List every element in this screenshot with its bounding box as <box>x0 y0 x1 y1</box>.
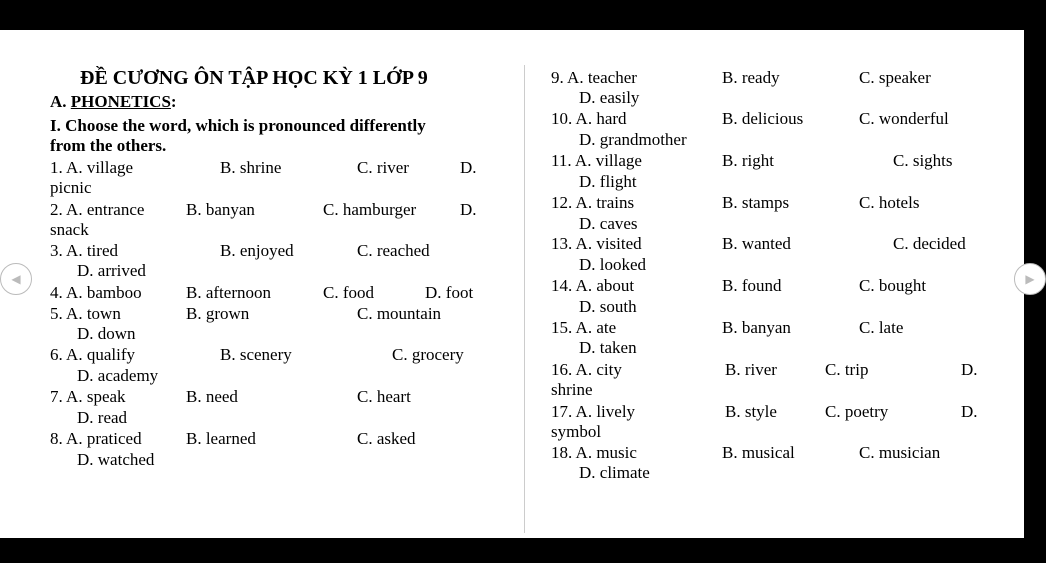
q2-option-d-word: snack <box>50 220 89 239</box>
q17-option-d: D. <box>961 402 978 421</box>
q7-option-a: 7. A. speak <box>50 387 126 406</box>
q1-option-d-word: picnic <box>50 178 92 197</box>
next-page-button[interactable] <box>1014 263 1046 295</box>
q12-option-a: 12. A. trains <box>551 193 635 212</box>
q14-option-d: D. south <box>579 297 637 316</box>
q15-option-a: 15. A. ate <box>551 318 617 337</box>
q18-option-d: D. climate <box>579 463 650 482</box>
q16-option-d-word: shrine <box>551 380 593 399</box>
q3-option-d: D. arrived <box>77 261 146 280</box>
q4-option-d: D. foot <box>425 283 474 302</box>
q1-option-c: C. river <box>357 158 409 177</box>
q9-option-b: B. ready <box>722 68 780 87</box>
q8-option-c: C. asked <box>357 429 416 448</box>
q3-option-a: 3. A. tired <box>50 241 118 260</box>
instruction-line-1: I. Choose the word, which is pronounced differently <box>50 116 426 135</box>
q10-option-d: D. grandmother <box>579 130 687 149</box>
q2-option-b: B. banyan <box>186 200 255 219</box>
q10-option-c: C. wonderful <box>859 109 949 128</box>
q7-option-d: D. read <box>77 408 128 427</box>
q12-option-d: D. caves <box>579 214 638 233</box>
prev-page-button[interactable] <box>0 263 32 295</box>
q16-option-d: D. <box>961 360 978 379</box>
q2-option-c: C. hamburger <box>323 200 417 219</box>
q17-option-c: C. poetry <box>825 402 889 421</box>
q12-option-b: B. stamps <box>722 193 790 212</box>
q14-option-b: B. found <box>722 276 782 295</box>
q18-option-b: B. musical <box>722 443 795 462</box>
q5-option-d: D. down <box>77 324 136 343</box>
document-page <box>0 30 1035 538</box>
q1-option-a: 1. A. village <box>50 158 134 177</box>
q5-option-c: C. mountain <box>357 304 442 323</box>
q1-option-b: B. shrine <box>220 158 282 177</box>
q6-option-c: C. grocery <box>392 345 464 364</box>
q7-option-c: C. heart <box>357 387 411 406</box>
q17-option-a: 17. A. lively <box>551 402 636 421</box>
q4-option-c: C. food <box>323 283 374 302</box>
q13-option-a: 13. A. visited <box>551 234 642 253</box>
q11-option-b: B. right <box>722 151 774 170</box>
q6-option-a: 6. A. qualify <box>50 345 135 364</box>
q13-option-d: D. looked <box>579 255 647 274</box>
q4-option-a: 4. A. bamboo <box>50 283 142 302</box>
q3-option-c: C. reached <box>357 241 430 260</box>
chevron-left-icon: ◀ <box>11 272 21 286</box>
q8-option-b: B. learned <box>186 429 256 448</box>
chevron-right-icon: ▶ <box>1025 272 1035 286</box>
q11-option-a: 11. A. village <box>551 151 642 170</box>
q6-option-d: D. academy <box>77 366 159 385</box>
q10-option-b: B. delicious <box>722 109 804 128</box>
q2-option-a: 2. A. entrance <box>50 200 145 219</box>
q13-option-b: B. wanted <box>722 234 791 253</box>
document-title: ĐỀ CƯƠNG ÔN TẬP HỌC KỲ 1 LỚP 9 <box>80 67 428 89</box>
q6-option-b: B. scenery <box>220 345 292 364</box>
q1-option-d: D. <box>460 158 477 177</box>
q17-option-b: B. style <box>725 402 777 421</box>
q3-option-b: B. enjoyed <box>220 241 294 260</box>
q5-option-b: B. grown <box>186 304 250 323</box>
column-divider <box>524 65 525 533</box>
q8-option-d: D. watched <box>77 450 155 469</box>
q11-option-c: C. sights <box>893 151 953 170</box>
section-heading <box>50 92 177 112</box>
q18-option-a: 18. A. music <box>551 443 637 462</box>
q5-option-a: 5. A. town <box>50 304 121 323</box>
q15-option-c: C. late <box>859 318 904 337</box>
q14-option-c: C. bought <box>859 276 927 295</box>
q9-option-a: 9. A. teacher <box>551 68 637 87</box>
section-prefix: A. <box>50 92 71 111</box>
q9-option-c: C. speaker <box>859 68 931 87</box>
q8-option-a: 8. A. praticed <box>50 429 142 448</box>
q18-option-c: C. musician <box>859 443 941 462</box>
q16-option-a: 16. A. city <box>551 360 622 379</box>
q2-option-d: D. <box>460 200 477 219</box>
q4-option-b: B. afternoon <box>186 283 271 302</box>
q9-option-d: D. easily <box>579 88 640 107</box>
q14-option-a: 14. A. about <box>551 276 635 295</box>
q7-option-b: B. need <box>186 387 238 406</box>
q15-option-b: B. banyan <box>722 318 791 337</box>
section-suffix: : <box>170 92 177 111</box>
q12-option-c: C. hotels <box>859 193 920 212</box>
instruction-line-2: from the others. <box>50 136 167 155</box>
q16-option-b: B. river <box>725 360 777 379</box>
q15-option-d: D. taken <box>579 338 637 357</box>
q16-option-c: C. trip <box>825 360 869 379</box>
q17-option-d-word: symbol <box>551 422 602 441</box>
q13-option-c: C. decided <box>893 234 966 253</box>
q10-option-a: 10. A. hard <box>551 109 627 128</box>
section-name: PHONETICS <box>70 92 171 111</box>
q11-option-d: D. flight <box>579 172 637 191</box>
